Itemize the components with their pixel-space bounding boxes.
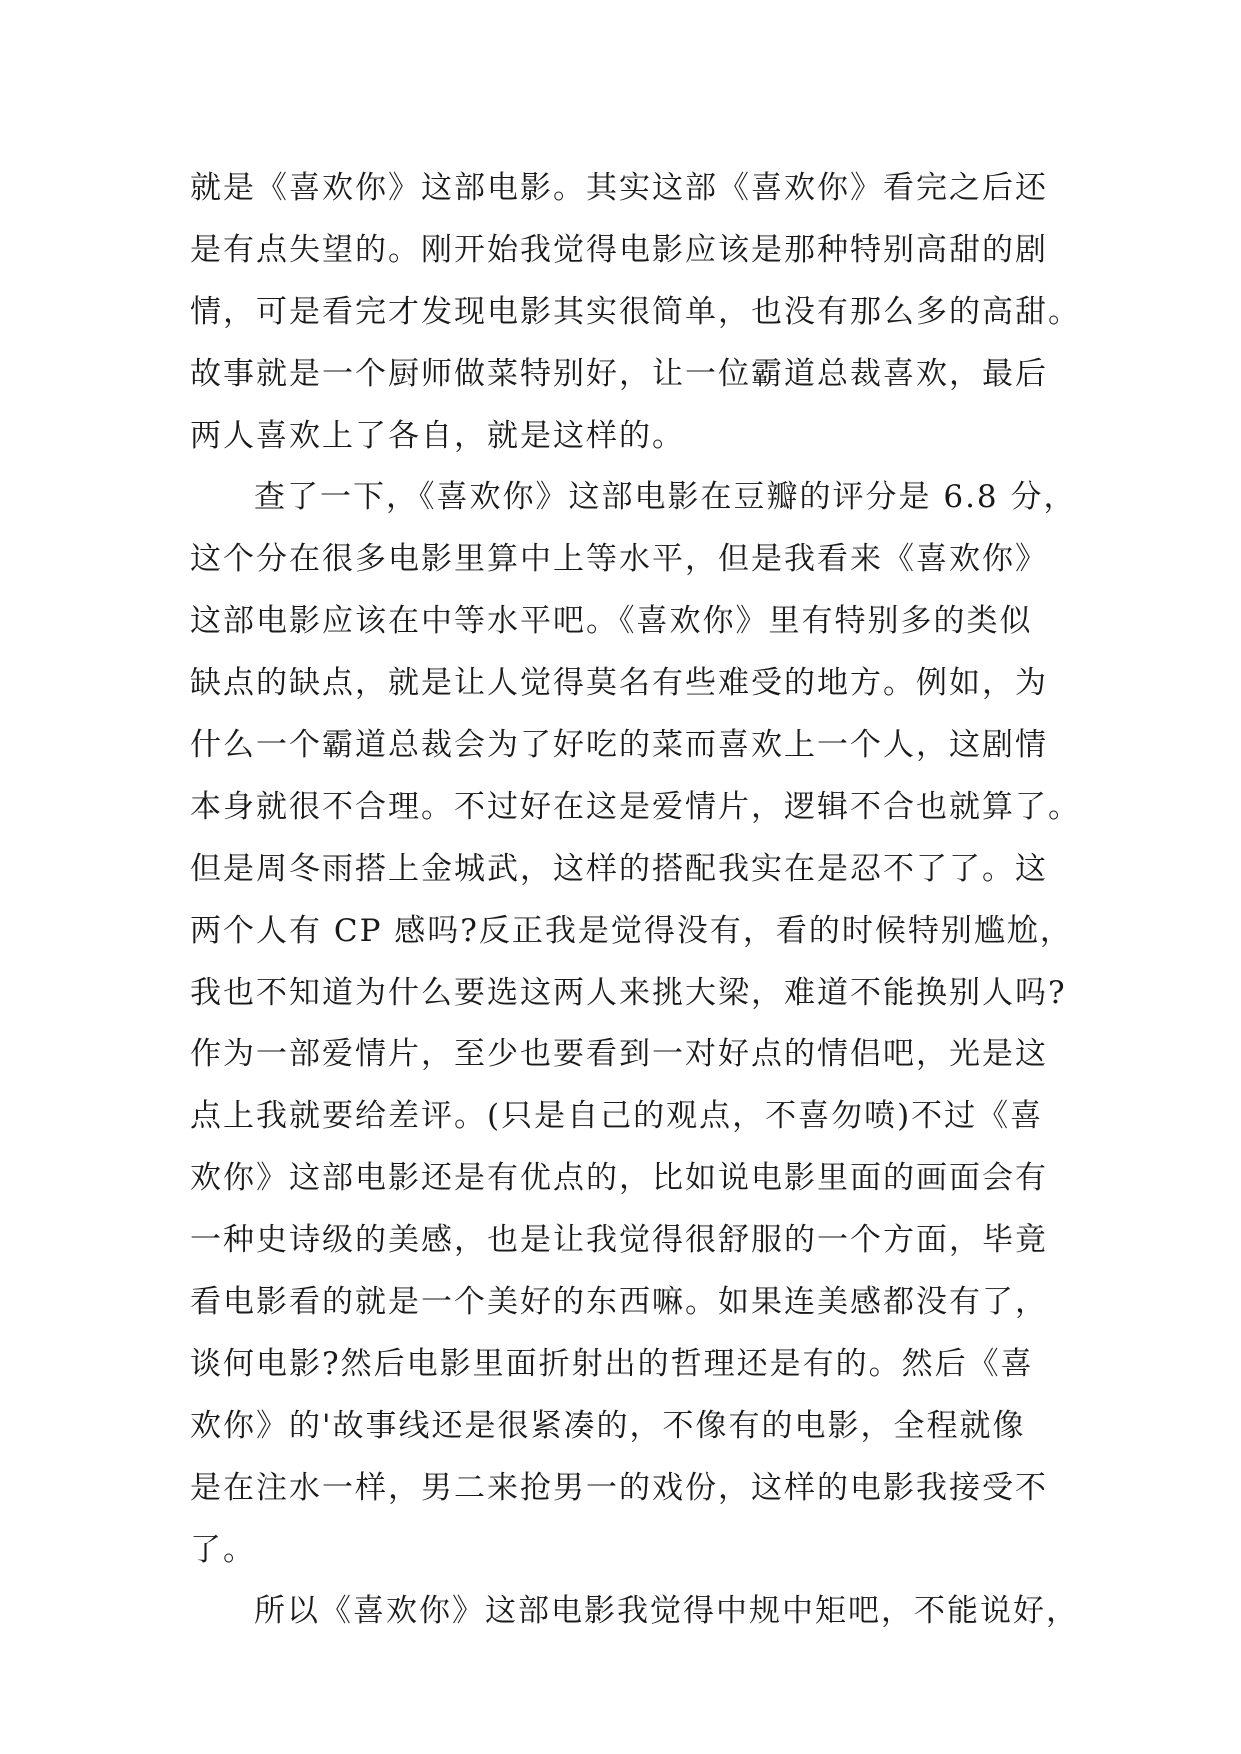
text-line: 是有点失望的。刚开始我觉得电影应该是那种特别高甜的剧 — [190, 231, 1048, 268]
text-line: 这部电影应该在中等水平吧。《喜欢你》里有特别多的类似 — [190, 603, 1033, 640]
text-line: 就是《喜欢你》这部电影。其实这部《喜欢你》看完之后还 — [190, 170, 1048, 206]
text-line: 两个人有 CP 感吗?反正我是觉得没有，看的时候特别尴尬， — [190, 912, 1073, 949]
text-line: 情，可是看完才发现电影其实很简单，也没有那么多的高甜。 — [190, 293, 1081, 330]
text-line: 我也不知道为什么要选这两人来挑大梁，难道不能换别人吗? — [190, 974, 1067, 1011]
text-line: 欢你》的'故事线还是很紧凑的，不像有的电影，全程就像 — [190, 1407, 1026, 1444]
text-line: 欢你》这部电影还是有优点的，比如说电影里面的画面会有 — [190, 1160, 1048, 1197]
text-line: 是在注水一样，男二来抢男一的戏份，这样的电影我接受不 — [190, 1469, 1048, 1506]
text-line: 本身就很不合理。不过好在这是爱情片，逻辑不合也就算了。 — [190, 788, 1081, 825]
text-line: 两人喜欢上了各自，就是这样的。 — [190, 417, 685, 454]
body-text — [190, 158, 1081, 1643]
text-line: 看电影看的就是一个美好的东西嘛。如果连美感都没有了， — [190, 1284, 1048, 1321]
text-line: 缺点的缺点，就是让人觉得莫名有些难受的地方。例如，为 — [190, 665, 1048, 702]
text-line: 但是周冬雨搭上金城武，这样的搭配我实在是忍不了了。这 — [190, 850, 1048, 887]
text-line: 什么一个霸道总裁会为了好吃的菜而喜欢上一个人，这剧情 — [190, 727, 1048, 764]
text-line: 故事就是一个厨师做菜特别好，让一位霸道总裁喜欢，最后 — [190, 355, 1048, 392]
text-line: 谈何电影?然后电影里面折射出的哲理还是有的。然后《喜 — [190, 1345, 1034, 1382]
paragraph-start-line: 查了一下，《喜欢你》这部电影在豆瓣的评分是 6.8 分， — [254, 479, 1077, 516]
paragraph-start-line: 所以《喜欢你》这部电影我觉得中规中矩吧，不能说好， — [254, 1593, 1079, 1630]
text-line: 点上我就要给差评。(只是自己的观点，不喜勿喷)不过《喜 — [190, 1098, 1044, 1135]
text-line: 作为一部爱情片，至少也要看到一对好点的情侣吧，光是这 — [190, 1036, 1048, 1073]
text-line: 了。 — [190, 1531, 256, 1568]
text-line: 这个分在很多电影里算中上等水平，但是我看来《喜欢你》 — [190, 541, 1048, 578]
text-line: 一种史诗级的美感，也是让我觉得很舒服的一个方面，毕竟 — [190, 1222, 1048, 1259]
